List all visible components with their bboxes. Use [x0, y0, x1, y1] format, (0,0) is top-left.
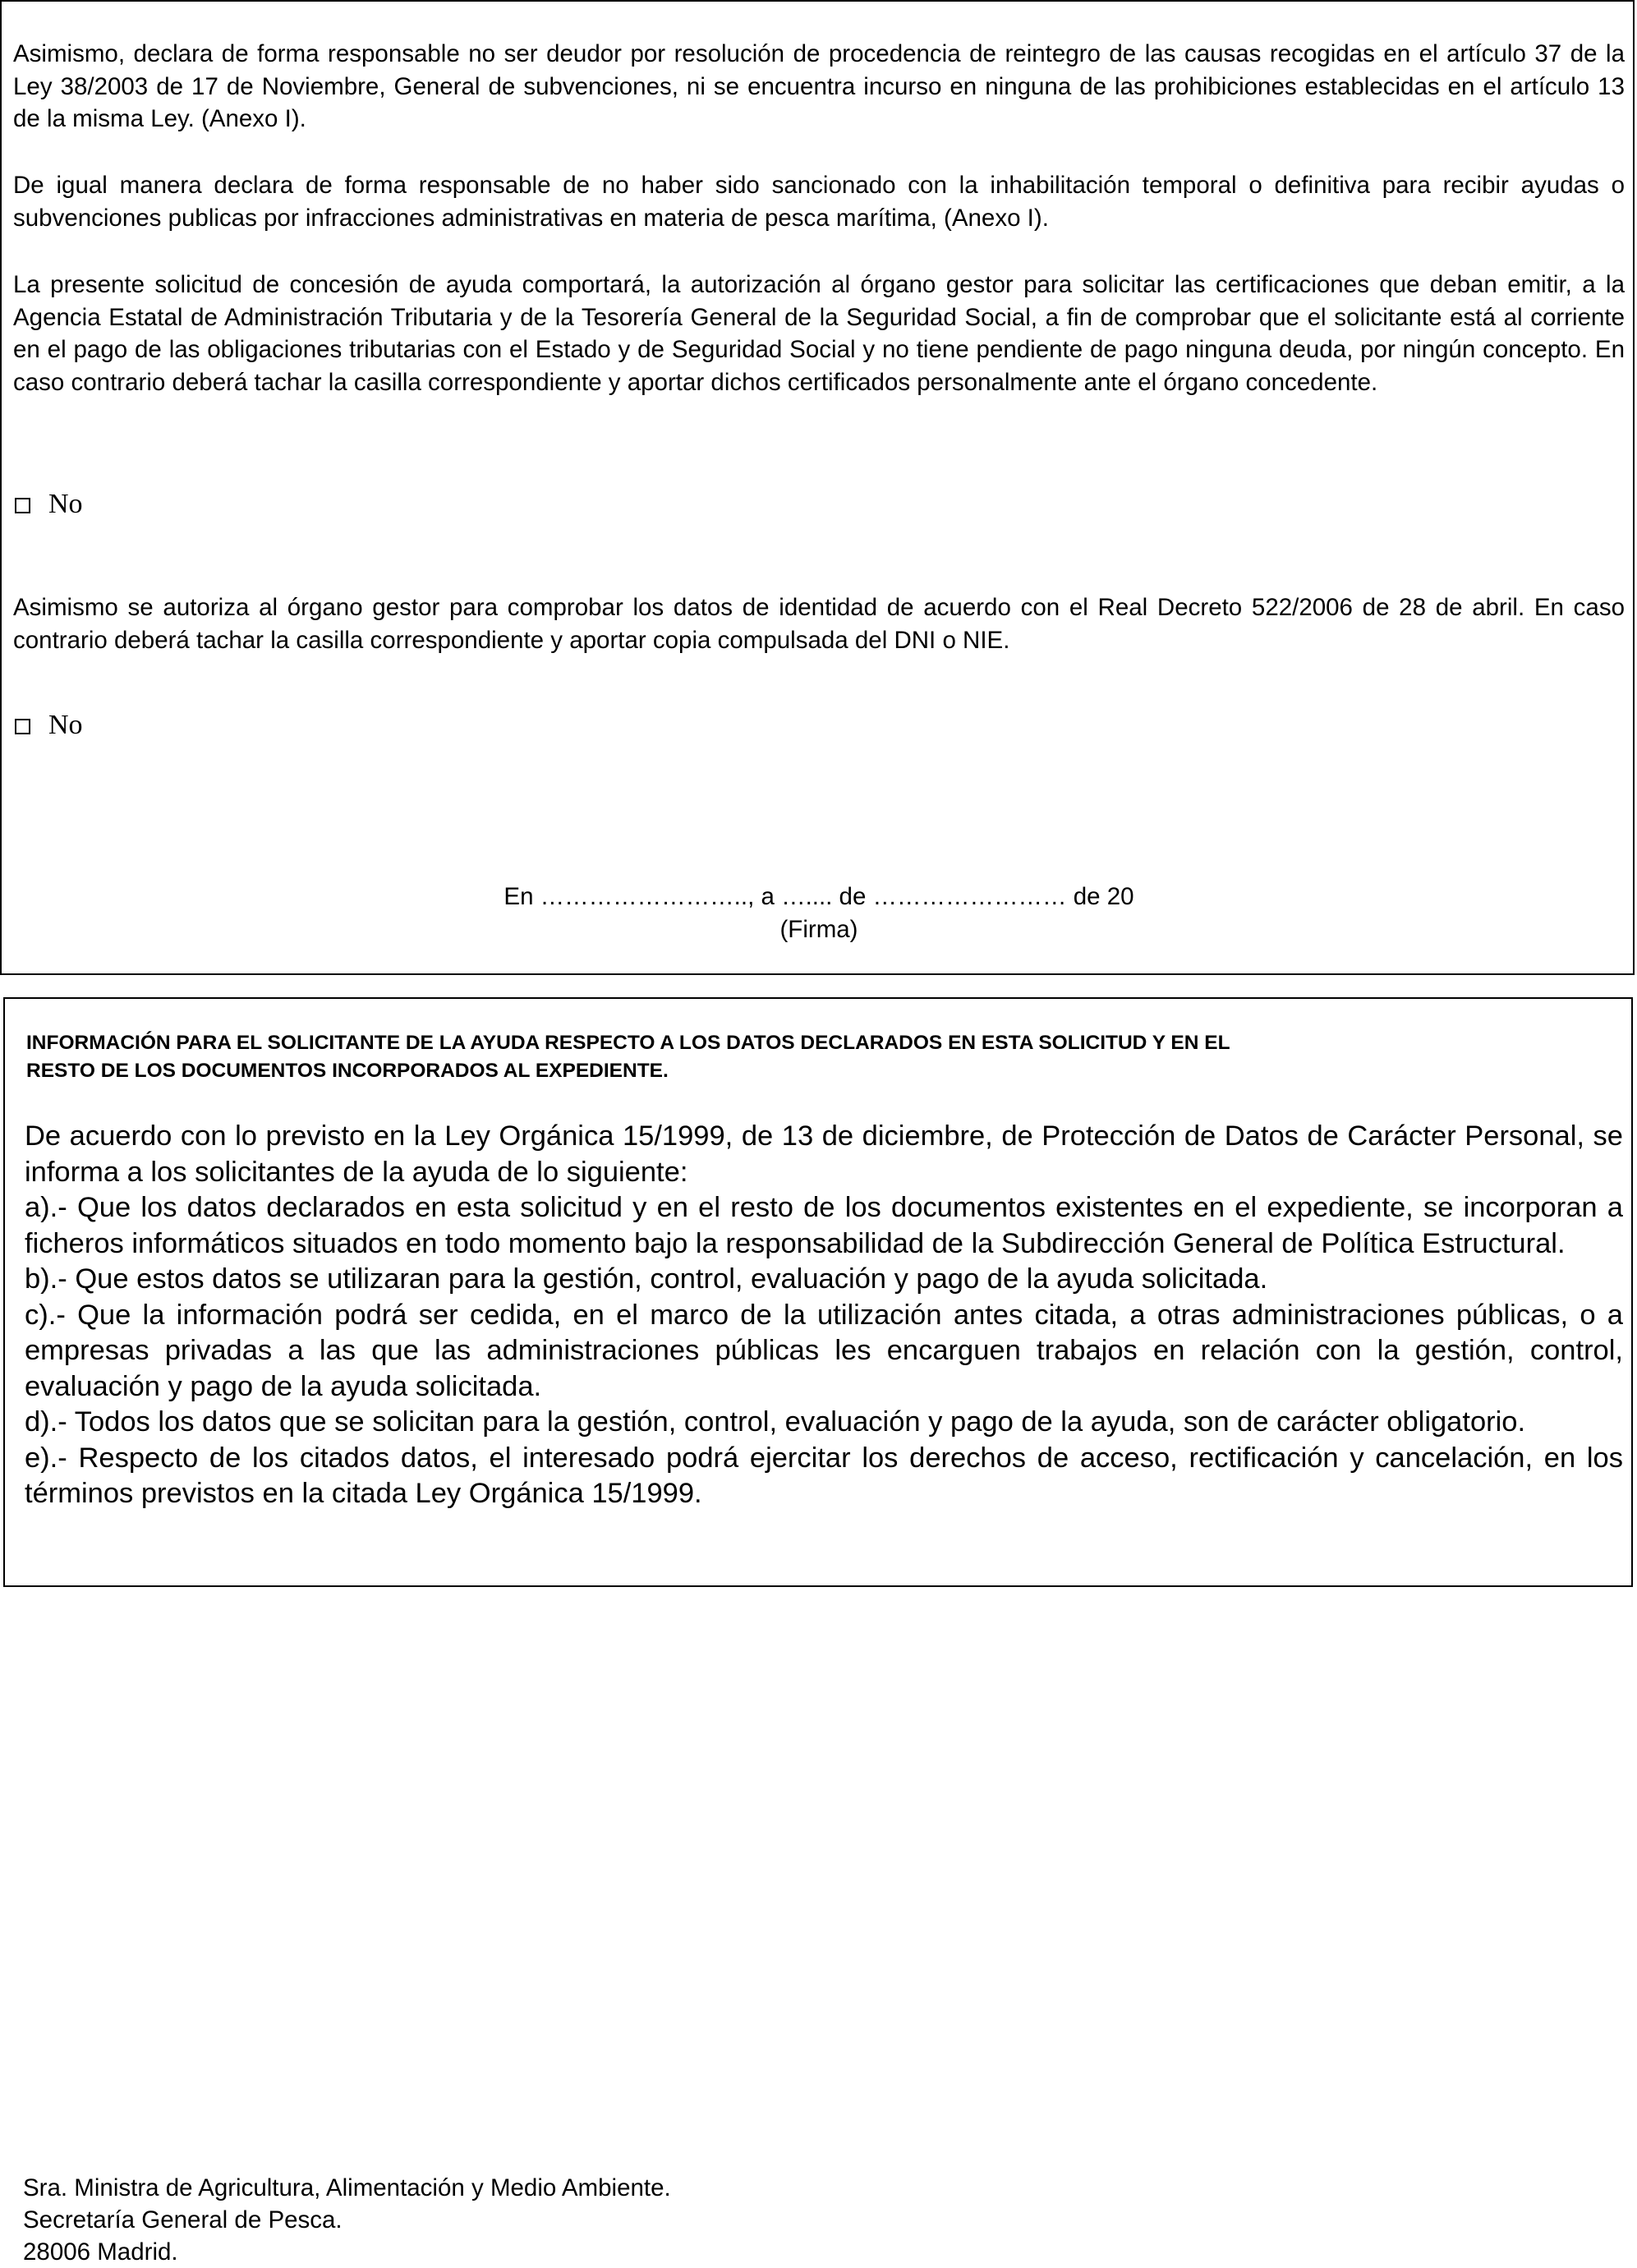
- certificates-checkbox-row[interactable]: [15, 488, 83, 521]
- declaration-paragraph-2: De igual manera declara de forma responsable de no haber sido sancionado con la inhabilitación temporal o definitiva para recibir ayudas o subvenciones publicas por infracciones administrativas en materia de pesca marítima, (Anexo I).: [13, 172, 1625, 232]
- info-item-d: d).- Todos los datos que se solicitan para la gestión, control, evaluación y pago de la ayuda, son de carácter obligatorio.: [25, 1406, 1526, 1438]
- declaration-paragraph-4: Asimismo se autoriza al órgano gestor para comprobar los datos de identidad de acuerdo con el Real Decreto 522/2006 de 28 de abril. En caso contrario deberá tachar la casilla correspondiente y aportar copia compulsada del DNI o NIE.: [13, 594, 1625, 654]
- recipient-line-3: 28006 Madrid.: [23, 2238, 178, 2266]
- data-protection-box: [3, 997, 1633, 1587]
- info-item-c: c).- Que la información podrá ser cedida, en el marco de la utilización antes citada, a otras administraciones públicas, o a empresas privadas a las que las administraciones públicas les encarguen trabajos en relación con la gestión, control, evaluación y pago de la ayuda solicitada.: [25, 1299, 1623, 1402]
- declaration-paragraph-3: La presente solicitud de concesión de ayuda comportará, la autorización al órgano gestor para solicitar las certificaciones que deban emitir, a la Agencia Estatal de Administración Tributaria y de la Tesorería General de la Seguridad Social, a fin de comprobar que el solicitante está al corriente en el pago de las obligaciones tributarias con el Estado y de Seguridad Social y no tiene pendiente de pago ninguna deuda, por ningún concepto. En caso contrario deberá tachar la casilla correspondiente y aportar dichos certificados personalmente ante el órgano concedente.: [13, 271, 1625, 396]
- checkbox-label: No: [48, 710, 83, 740]
- info-item-e: e).- Respecto de los citados datos, el interesado podrá ejercitar los derechos de acceso, rectificación y cancelación, en los términos previstos en la citada Ley Orgánica 15/1999.: [25, 1442, 1623, 1509]
- checkbox-square-icon[interactable]: [15, 719, 30, 734]
- declaration-paragraph-1: Asimismo, declara de forma responsable no ser deudor por resolución de procedencia de reintegro de las causas recogidas en el artículo 37 de la Ley 38/2003 de 17 de Noviembre, General de subvenciones, ni se encuentra incurso en ninguna de las prohibiciones establecidas en el artículo 13 de la misma Ley. (Anexo I).: [13, 40, 1625, 132]
- declaration-box: [0, 0, 1635, 975]
- info-title-line-1: INFORMACIÓN PARA EL SOLICITANTE DE LA AYUDA RESPECTO A LOS DATOS DECLARADOS EN ESTA SOLICITUD Y EN EL: [26, 1032, 1230, 1054]
- info-item-b: b).- Que estos datos se utilizaran para la gestión, control, evaluación y pago de la ayuda solicitada.: [25, 1263, 1268, 1295]
- info-item-a: a).- Que los datos declarados en esta solicitud y en el resto de los documentos existentes en el expediente, se incorporan a ficheros informáticos situados en todo momento bajo la responsabilidad de la Subdirección General de Política Estructural.: [25, 1192, 1623, 1259]
- recipient-address: [23, 2172, 671, 2268]
- identity-checkbox-row[interactable]: [15, 709, 83, 742]
- checkbox-label: No: [48, 489, 83, 519]
- info-title-line-2: RESTO DE LOS DOCUMENTOS INCORPORADOS AL EXPEDIENTE.: [26, 1060, 669, 1082]
- signature-label: (Firma): [779, 916, 858, 943]
- info-intro: De acuerdo con lo previsto en la Ley Orgánica 15/1999, de 13 de diciembre, de Protección de Datos de Carácter Personal, se informa a los solicitantes de la ayuda de lo siguiente:: [25, 1120, 1623, 1188]
- place-date-line: En …………………….., a ….... de …………………… de 20: [504, 883, 1134, 910]
- recipient-line-1: Sra. Ministra de Agricultura, Alimentación y Medio Ambiente.: [23, 2174, 671, 2201]
- info-body: [25, 1119, 1623, 1512]
- checkbox-square-icon[interactable]: [15, 498, 30, 513]
- recipient-line-2: Secretaría General de Pesca.: [23, 2206, 343, 2233]
